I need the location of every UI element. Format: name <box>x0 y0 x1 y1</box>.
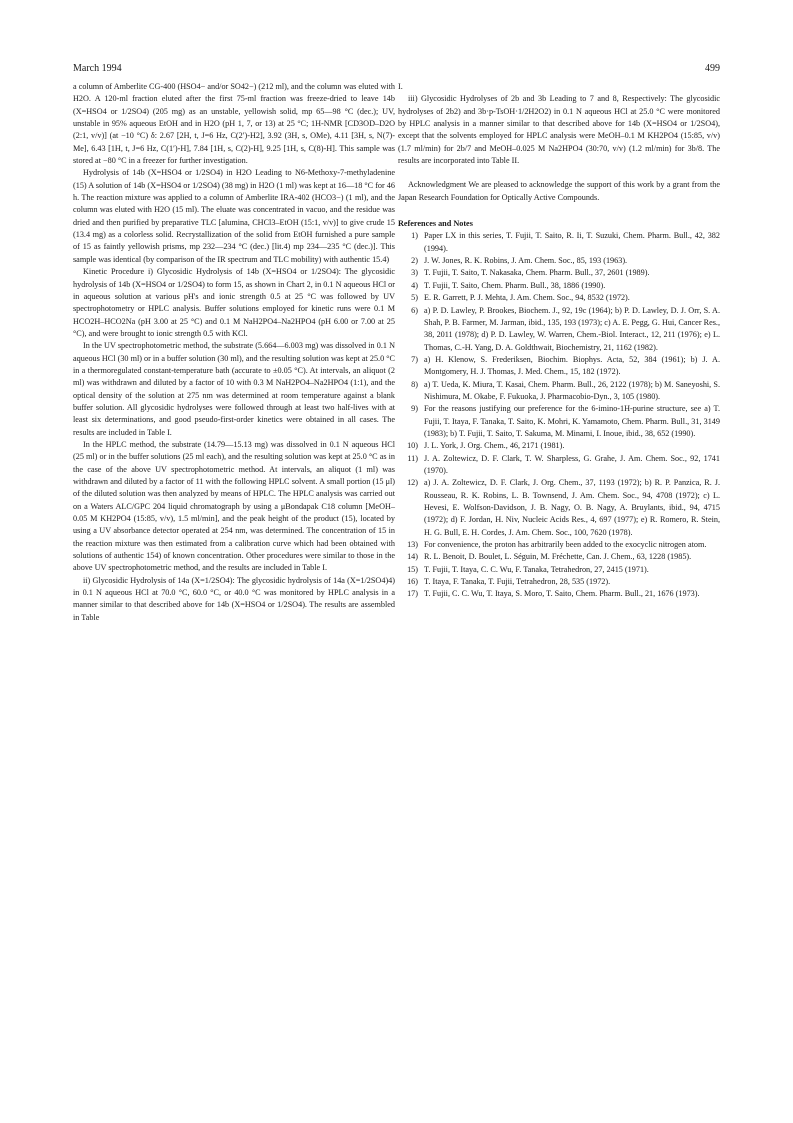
reference-item <box>398 588 720 600</box>
reference-text: J. W. Jones, R. K. Robins, J. Am. Chem. Soc., 85, 193 (1963). <box>424 256 628 266</box>
paragraph: a column of Amberlite CG-400 (HSO4− and/or SO42−) (212 ml), and the column was eluted with H2O. A 120-ml fraction eluted after the first 75-ml fraction was freeze-dried to leave 14b (X=HSO4 or 1/2SO4) (205 mg) as an unstable, yellowish solid, mp 65—98 °C (dec.); UV, unstable in 95% aqueous EtOH and in H2O (pH 1, 7, or 13) at 25 °C; 1H-NMR [CD3OD–D2O (2:1, v/v)] (at −10 °C) δ: 2.67 [2H, t, J=6 Hz, C(2′)-H2], 3.92 (3H, s, OMe), 4.11 [3H, s, N(7)-Me], 6.43 [1H, t, J=6 Hz, C(1′)-H], 7.84 [1H, s, C(2)-H], 9.25 [1H, s, C(8)-H]. This sample was stored at −80 °C in a freezer for further investigation. <box>73 82 395 166</box>
page-number: 499 <box>705 63 720 74</box>
reference-item <box>398 280 720 292</box>
reference-item <box>398 564 720 576</box>
references-list <box>398 230 720 600</box>
reference-item <box>398 576 720 588</box>
reference-item <box>398 230 720 255</box>
paragraph-hydrolysis-2b-3b: iii) Glycosidic Hydrolyses of 2b and 3b Leading to 7 and 8, Respectively: The glycosidic hydrolyses of 2b2) and 3b·p-TsOH·1/2H2O2) in 0.1 N aqueous HCl at 25.0 °C were monitored by HPLC analysis in a manner similar to that described above for 14b (X=HSO4 or 1/2SO4), except that the solvents employed for HPLC analysis were MeOH–0.1 M KH2PO4 (15:85, v/v) (1.7 ml/min) for 2b/7 and MeOH–0.025 M Na2HPO4 (30:70, v/v) (1.2 ml/min) for 3b/8. The results are incorporated into Table II. <box>398 94 720 166</box>
reference-number: 14) <box>407 552 418 562</box>
paragraph-uv-method: In the UV spectrophotometric method, the substrate (5.664—6.003 mg) was dissolved in 0.1 N aqueous HCl (30 ml) or in a buffer solution (30 ml), and the resulting solution was kept at 25.0 °C in a thermoregulated constant-temperature bath (accurate to ±0.05 °C). At intervals, an aliquot (2 ml) was withdrawn and diluted by a factor of 10 with 0.3 M NaH2PO4–Na2HPO4 (1:1), and the optical density of the solution at 275 nm was determined at room temperature against a blank buffer solution. All glycosidic hydrolyses were followed through at least two half-lives with at least six determinations, and good pseudo-first-order kinetics were obtained in all cases. The results are included in Table I. <box>73 341 395 437</box>
paragraph-kinetic-procedure: Kinetic Procedure i) Glycosidic Hydrolysis of 14b (X=HSO4 or 1/2SO4): The glycosidic hydrolysis of 14b (X=HSO4 or 1/2SO4) to form 15, as shown in Chart 2, in 0.1 N aqueous HCl or in aqueous solution at various pH's and ionic strength 0.5 at 25 °C was followed by UV spectrophotometry or HPLC analysis. Buffer solutions employed for kinetic runs were 0.1 M HCO2H–HCO2Na (pH 3.00 at 25 °C) and 0.1 M NaH2PO4–Na2HPO4 (pH 6.00 or 7.00 at 25 °C), and were brought to ionic strength 0.5 with KCl. <box>73 267 395 338</box>
reference-number: 11) <box>407 453 418 463</box>
reference-item <box>398 539 720 551</box>
reference-number: 17) <box>407 589 418 599</box>
reference-text: R. L. Benoit, D. Boulet, L. Séguin, M. Fréchette, Can. J. Chem., 63, 1228 (1985). <box>424 552 692 562</box>
references-title: References and Notes <box>398 219 473 229</box>
reference-text: E. R. Garrett, P. J. Mehta, J. Am. Chem. Soc., 94, 8532 (1972). <box>424 293 630 303</box>
right-column <box>398 81 720 601</box>
reference-number: 15) <box>407 564 418 574</box>
reference-text: a) P. D. Lawley, P. Brookes, Biochem. J., 92, 19c (1964); b) P. D. Lawley, D. J. Orr, S. A. Shah, P. B. Farmer, M. Jarman, ibid., 135, 193 (1973); c) A. E. Pegg, G. Hui, Cancer Res., 38, 2011 (1978); d) P. D. Lawley, W. Warren, Chem.-Biol. Interact., 12, 211 (1976); e) L. Thomas, C.-H. Yang, D. A. Goldthwait, Biochemistry, 21, 1162 (1982). <box>424 305 720 352</box>
page-header <box>73 63 720 79</box>
paragraph-hplc-method: In the HPLC method, the substrate (14.79—15.13 mg) was dissolved in 0.1 N aqueous HCl (25 ml) or in the buffer solutions (25 ml each), and the resulting solution was kept at 25.0 °C as in the case of the above UV spectrophotometric method. At intervals, an aliquot (1 ml) was withdrawn and diluted by a factor of 11 with the following HPLC solvent. A small portion (15 μl) of the diluted solution was then analyzed by means of HPLC. The HPLC analysis was carried out on a Waters ALC/GPC 204 liquid chromatograph by using a μBondapak C18 column [MeOH–0.05 M KH2PO4 (15:85, v/v), 1.5 ml/min], and the peak height of the product (15), located by using a UV absorbance detector operated at 254 nm, was determined. The concentration of 15 in the reaction mixture was then estimated from a calibration curve which had been obtained with solutions of authentic 154) of known concentration. Other procedures were similar to those in the above UV spectrophotometric method, and the results are included in Table I. <box>73 439 395 573</box>
reference-number: 7) <box>411 354 418 364</box>
reference-number: 8) <box>411 379 418 389</box>
reference-text: a) T. Ueda, K. Miura, T. Kasai, Chem. Pharm. Bull., 26, 2122 (1978); b) M. Saneyoshi, S. Nishimura, M. Okabe, F. Fukuoka, J. Pharmacobio-Dyn., 3, 105 (1980). <box>424 379 720 401</box>
reference-item <box>398 379 720 404</box>
reference-text: Paper LX in this series, T. Fujii, T. Saito, R. Ii, T. Suzuki, Chem. Pharm. Bull., 42, 382 (1994). <box>424 231 720 253</box>
reference-number: 5) <box>411 293 418 303</box>
reference-text: a) J. A. Zoltewicz, D. F. Clark, J. Org. Chem., 37, 1193 (1972); b) R. P. Panzica, R. J. Rousseau, R. K. Robins, L. B. Townsend, J. Am. Chem. Soc., 94, 4708 (1972); c) L. Hevesi, E. Wolfson-Davidson, J. B. Nagy, O. B. Nagy, A. Bruylants, ibid., 94, 4715 (1972); d) F. Jordan, H. Niv, Nucleic Acids Res., 4, 697 (1977); e) R. Romero, R. Stein, H. G. Bull, E. H. Cordes, J. Am. Chem. Soc., 100, 7620 (1978). <box>424 478 720 537</box>
reference-number: 12) <box>407 478 418 488</box>
reference-text: T. Itaya, F. Tanaka, T. Fujii, Tetrahedron, 28, 535 (1972). <box>424 577 611 587</box>
reference-number: 3) <box>411 268 418 278</box>
reference-item <box>398 453 720 478</box>
reference-text: a) H. Klenow, S. Frederiksen, Biochim. Biophys. Acta, 52, 384 (1961); b) J. A. Montgomery, H. J. Thomas, J. Med. Chem., 15, 182 (1972). <box>424 354 720 377</box>
reference-item <box>398 440 720 452</box>
paragraph: I. <box>398 82 403 91</box>
left-column <box>73 81 395 624</box>
reference-item <box>398 267 720 279</box>
reference-text: For convenience, the proton has arbitrarily been added to the exocyclic nitrogen atom. <box>424 540 707 550</box>
reference-text: T. Fujii, C. C. Wu, T. Itaya, S. Moro, T. Saito, Chem. Pharm. Bull., 21, 1676 (1973). <box>424 589 700 599</box>
reference-item <box>398 255 720 267</box>
reference-item <box>398 551 720 563</box>
reference-item <box>398 403 720 440</box>
reference-number: 6) <box>411 305 418 315</box>
issue-date: March 1994 <box>73 63 122 74</box>
reference-number: 13) <box>407 540 418 550</box>
reference-item <box>398 354 720 379</box>
reference-number: 2) <box>411 256 418 266</box>
reference-number: 9) <box>411 404 418 414</box>
reference-text: For the reasons justifying our preference for the 6-imino-1H-purine structure, see a) T. Fujii, T. Itaya, F. Tanaka, T. Saito, K. Mohri, K. Yamamoto, Chem. Pharm. Bull., 31, 3149 (1983); b) T. Fujii, T. Saito, T. Sakuma, M. Minami, I. Inoue, ibid., 38, 652 (1990). <box>424 404 720 438</box>
reference-text: J. L. York, J. Org. Chem., 46, 2171 (1981). <box>424 441 565 451</box>
reference-number: 10) <box>407 441 418 451</box>
reference-text: T. Fujii, T. Itaya, C. C. Wu, F. Tanaka, Tetrahedron, 27, 2415 (1971). <box>424 564 649 574</box>
reference-number: 1) <box>411 231 418 241</box>
reference-text: T. Fujii, T. Saito, Chem. Pharm. Bull., 38, 1886 (1990). <box>424 280 606 290</box>
reference-number: 4) <box>411 280 418 290</box>
paragraph-hydrolysis-14a: ii) Glycosidic Hydrolysis of 14a (X=1/2SO4): The glycosidic hydrolysis of 14a (X=1/2SO4)4) in 0.1 N aqueous HCl at 70.0 °C, 60.0 °C, or 40.0 °C was monitored by HPLC analysis in a manner similar to that described above for 14b (X=HSO4 or 1/2SO4). The results are assembled in Table <box>73 575 395 622</box>
paragraph-hydrolysis: Hydrolysis of 14b (X=HSO4 or 1/2SO4) in H2O Leading to N6-Methoxy-7-methyladenine (15) A solution of 14b (X=HSO4 or 1/2SO4) (38 mg) in H2O (1 ml) was kept at 16—18 °C for 46 h. The reaction mixture was applied to a column of Amberlite IRA-402 (HCO3−) (1 ml), and the column was eluted with H2O (15 ml). The eluate was concentrated in vacuo, and the residue was dried and then purified by preparative TLC [alumina, CHCl3–EtOH (15:1, v/v)] to give crude 15 (13.4 mg) as a colorless solid. Recrystallization of the solid from EtOH furnished a pure sample of 15 as faintly yellowish prisms, mp 232—234 °C (dec.) [lit.4) mp 234—235 °C (dec.)]. This sample was identical (by comparison of the IR spectrum and TLC mobility) with authentic 15.4) <box>73 168 395 264</box>
reference-item <box>398 292 720 304</box>
reference-item <box>398 477 720 539</box>
reference-text: T. Fujii, T. Saito, T. Nakasaka, Chem. Pharm. Bull., 37, 2601 (1989). <box>424 268 650 278</box>
acknowledgment: Acknowledgment We are pleased to acknowledge the support of this work by a grant from the Japan Research Foundation for Optically Active Compounds. <box>398 180 720 202</box>
reference-text: J. A. Zoltewicz, D. F. Clark, T. W. Sharpless, G. Grahe, J. Am. Chem. Soc., 92, 1741 (1970). <box>424 453 720 475</box>
reference-number: 16) <box>407 577 418 587</box>
reference-item <box>398 305 720 354</box>
